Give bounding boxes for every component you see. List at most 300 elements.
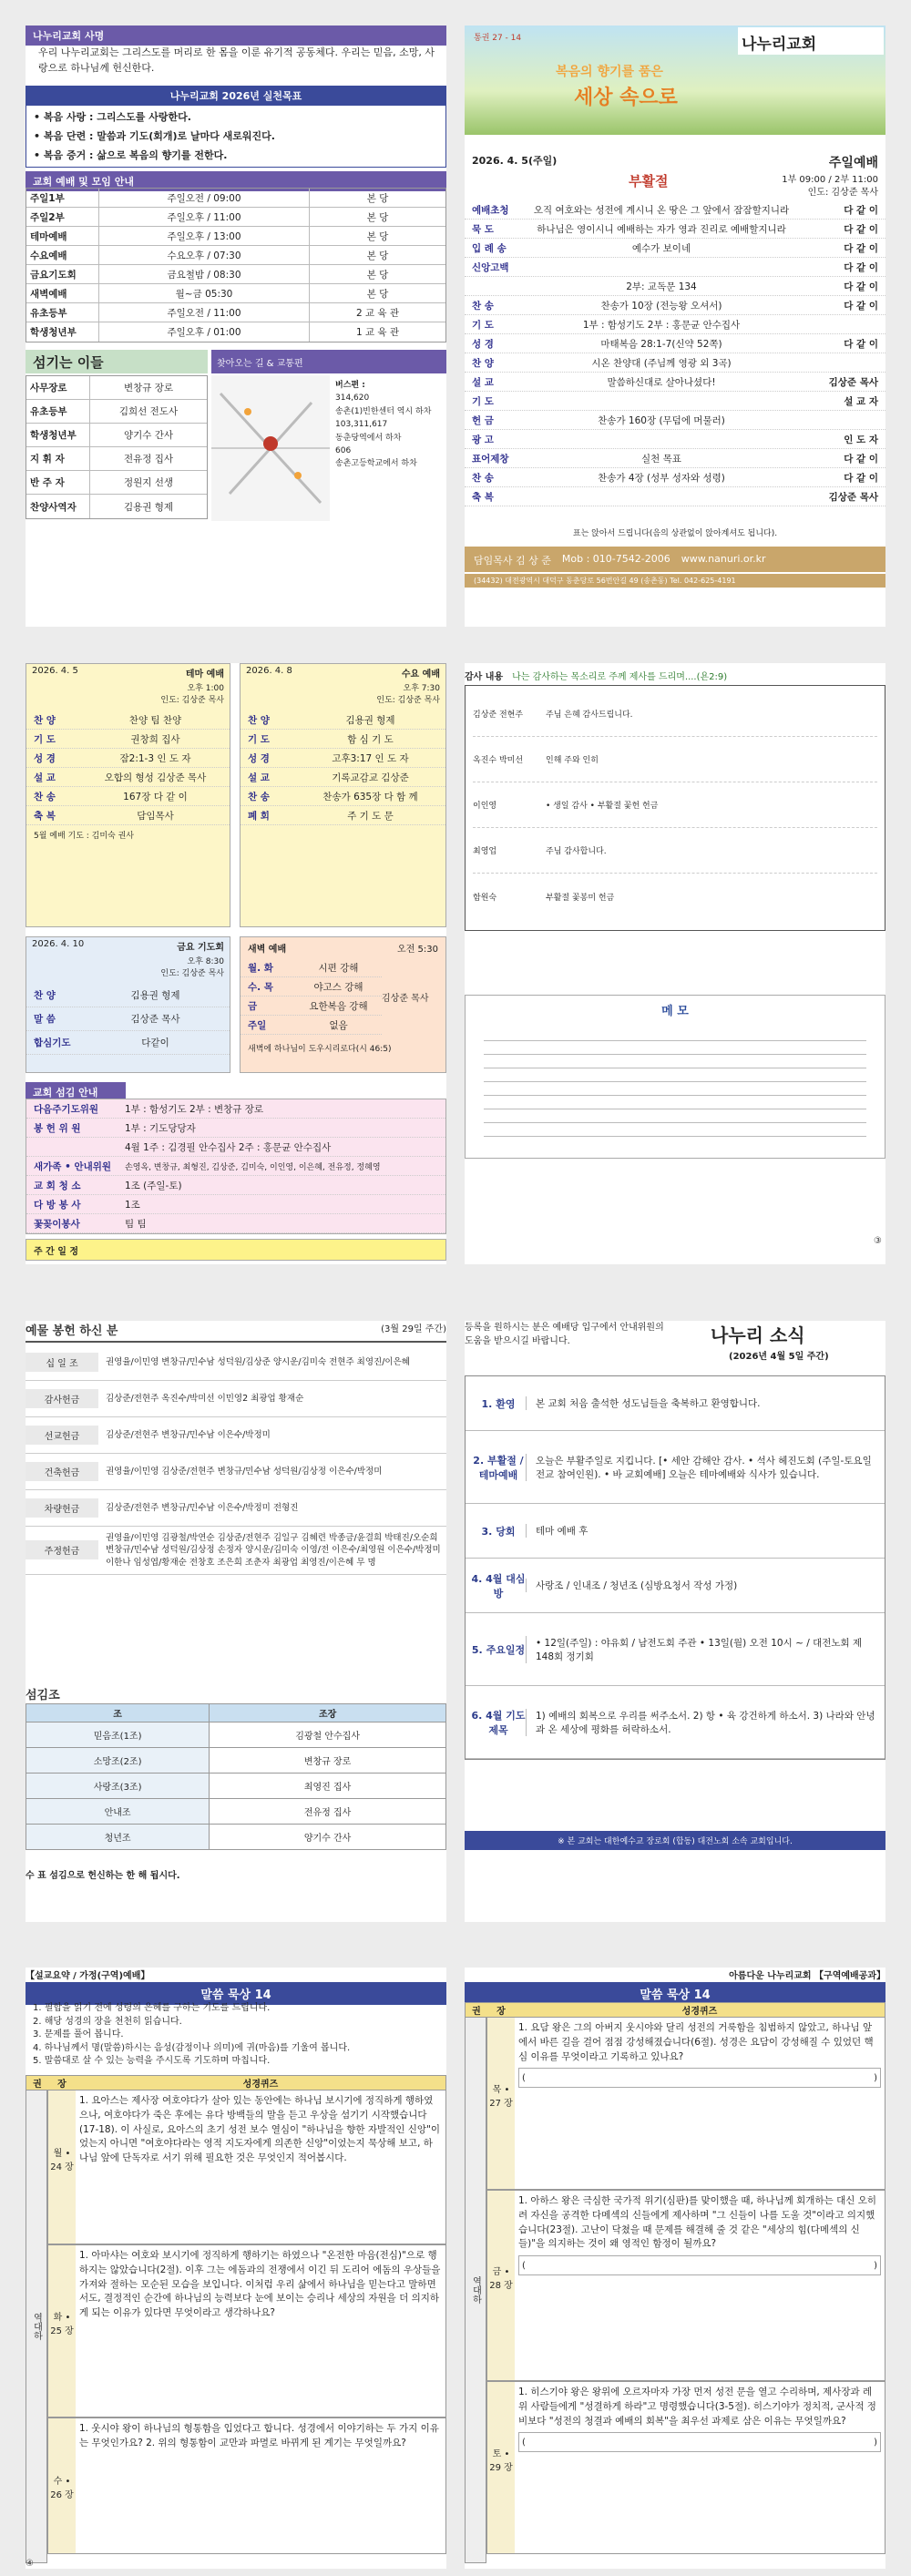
thanks-list <box>465 685 885 931</box>
offering-row <box>26 1490 446 1527</box>
thanks-row <box>473 737 877 782</box>
order-content: 마태복음 28:1-7(신약 52쪽) <box>600 338 722 350</box>
order-content: 1부 : 함성기도 2부 : 홍문균 안수집사 <box>582 319 741 331</box>
row-value: 없음 <box>329 1019 348 1031</box>
fri-prayer-box <box>26 936 230 1073</box>
offering-type: 차량헌금 <box>26 1498 98 1518</box>
news-row <box>466 1376 885 1431</box>
row-label: 찬 양 <box>34 990 56 1001</box>
serve-label: 새가족 • 안내위원 <box>34 1160 112 1172</box>
thanks-row <box>473 691 877 737</box>
box-row <box>241 787 445 806</box>
website[interactable]: www.nanuri.or.kr <box>681 553 766 565</box>
offering-row <box>26 1417 446 1454</box>
order-content: 하나님은 영이시니 예배하는 자가 영과 진리로 예배할지니라 <box>537 223 786 235</box>
order-label: 신앙고백 <box>472 261 509 273</box>
news-label: 2. 부활절 / 테마예배 <box>473 1454 524 1481</box>
quiz-day: 월 • 24 장 <box>48 2090 76 2244</box>
dawn-verse: 새벽에 하나님이 도우시리로다(시 46:5) <box>248 1045 392 1054</box>
time-label: 테마예배 <box>26 227 99 245</box>
row-label: 기 도 <box>248 733 270 745</box>
quiz-row <box>486 2381 885 2554</box>
worship-row <box>465 353 885 373</box>
servant-role: 반 주 자 <box>26 471 90 494</box>
page-8 <box>465 1968 885 2569</box>
order-person: 다 같 이 <box>844 204 878 216</box>
servant-name: 김희선 전도사 <box>118 406 179 417</box>
page-4 <box>465 663 885 1264</box>
quiz-question: 1. 요아스는 제사장 여호야다가 살아 있는 동안에는 하나님 보시기에 정직하게 행하였으나, 여호야다가 죽은 후에는 유다 방백들의 말을 듣고 우상을 섬기기 시작했습니다(17-18). 이 사실로, 요아스의 초기 성전 보수 열심이 "하나님을 향한 자발적인 신앙"이었는지 아니면 "여호야다라는 영적 지도자에게 의존한 신앙"이었는지 묵상해 보고, 하나님 앞에 단독자로 서기 위해 필요한 것은 무엇인지 적어봅시다. <box>79 2095 441 2163</box>
lesson-head: 아름다운 나누리교회 【구역예배공과】 <box>729 1971 885 1981</box>
serve-label: 다 방 봉 사 <box>34 1199 81 1211</box>
box-leader: 인도: 김상준 목사 <box>160 969 224 978</box>
box-date: 2026. 4. 8 <box>246 666 292 676</box>
time-label: 학생청년부 <box>26 322 99 342</box>
row-value: 주 기 도 문 <box>347 810 394 822</box>
order-label: 찬 송 <box>472 472 494 484</box>
serve-value: 4월 1주 : 김경필 안수집사 2주 : 홍문균 안수집사 <box>125 1141 332 1153</box>
offering-title: 예물 봉헌 하신 분 <box>26 1324 118 1338</box>
order-person: 다 같 이 <box>844 338 878 350</box>
row-value: 찬송가 635장 다 함 께 <box>322 791 418 802</box>
row-label: 축 복 <box>34 810 56 822</box>
quiz-row <box>47 2244 446 2418</box>
worship-row <box>465 220 885 239</box>
group-leader: 최영진 집사 <box>210 1774 446 1799</box>
meditation-title: 말씀 묵상 14 <box>26 1982 446 2005</box>
offering-names: 김상준/전현주 변창규/민수남 이은수/박정미 <box>106 1429 271 1440</box>
dawn-worship-box <box>240 936 446 1073</box>
news-label: 6. 4월 기도제목 <box>471 1709 526 1736</box>
order-label: 기 도 <box>472 395 494 407</box>
box-time: 오후 8:30 <box>187 957 224 966</box>
order-label: 성 경 <box>472 338 494 350</box>
serve-title: 교회 섬김 안내 <box>26 1082 126 1102</box>
bus-info <box>335 379 445 471</box>
servant-name: 변창규 장로 <box>123 383 174 394</box>
time-value: 주일오후 / 01:00 <box>167 327 241 338</box>
time-label: 주일1부 <box>26 189 99 207</box>
servant-row <box>26 447 207 471</box>
servant-name: 김용권 형제 <box>123 501 174 513</box>
quiz-day: 목 • 27 장 <box>487 2018 515 2189</box>
order-content: 찬송가 160장 (무덤에 머물러) <box>598 414 725 426</box>
order-content: 오직 여호와는 성전에 계시니 온 땅은 그 앞에서 잠잠할지니라 <box>533 204 790 216</box>
pastor: 담임목사 김 상 준 <box>474 555 551 567</box>
order-person: 다 같 이 <box>844 472 878 484</box>
box-title: 수요 예배 <box>401 670 440 680</box>
thanks-text: 주님 은혜 감사드립니다. <box>546 710 633 720</box>
time-value: 금요철밤 / 08:30 <box>167 269 241 281</box>
worship-row <box>465 411 885 430</box>
answer-box[interactable]: ( ) <box>518 2432 881 2452</box>
order-person: 다 같 이 <box>844 281 878 292</box>
offering-type: 주정헌금 <box>26 1540 98 1559</box>
time-place: 본 당 <box>309 189 445 207</box>
order-label: 입 례 송 <box>472 242 507 254</box>
order-label: 묵 도 <box>472 223 494 235</box>
order-person: 인 도 자 <box>844 434 878 445</box>
order-content: 2부: 교독문 134 <box>626 281 697 292</box>
worship-row <box>465 430 885 449</box>
worship-date: 2026. 4. 5(주일) <box>472 155 558 167</box>
group-title: 섬김조 <box>26 1689 60 1702</box>
time-label: 주일2부 <box>26 208 99 226</box>
thanks-text: • 생일 감사 • 부활절 꽃헌 헌금 <box>546 802 659 811</box>
page-1 <box>26 26 446 627</box>
memo-box <box>465 995 885 1159</box>
time-value: 주일오후 / 13:00 <box>167 230 241 242</box>
quiz-question: 1. 요담 왕은 그의 아버지 웃시야와 달리 성전의 거룩함을 침범하지 않았고, 하나님 앞에서 바른 길을 걸어 점점 강성해졌습니다(6절). 성경은 요담이 강성해질 수 있었던 핵심 이유를 무엇이라고 기록하고 있나요? <box>518 2022 874 2062</box>
news-content: 오늘은 부활주일로 지킵니다. [• 세안 감해안 감사. • 석사 헤진도회 (주일-토요일 전교 참여인원). • 바 교회예배] 오늘은 테마예배와 식사가 있습니다. <box>526 1454 879 1481</box>
row-value: 야고스 강해 <box>313 981 363 993</box>
page-3 <box>26 663 446 1264</box>
time-place: 본 당 <box>309 265 445 283</box>
contact-bar <box>465 547 885 572</box>
book-name: 역대하 <box>26 2090 47 2563</box>
news-content: 테마 예배 후 <box>526 1524 879 1538</box>
order-content: 예수가 보이네 <box>631 242 691 254</box>
box-row <box>241 730 445 749</box>
box-title: 금요 기도회 <box>177 943 224 953</box>
group-leader: 양기수 간사 <box>210 1825 446 1850</box>
news-list <box>465 1375 885 1760</box>
guide-item: 4. 하나님께서 명(말씀)하시는 음성(감정이나 의미)에 귀(마음)를 기울여 봅니다. <box>33 2042 351 2053</box>
group-name: 안내조 <box>26 1799 210 1825</box>
weekly-schedule: 주 간 일 정 <box>26 1239 446 1261</box>
times-row <box>26 322 445 342</box>
order-person: 다 같 이 <box>844 223 878 235</box>
row-label: 찬 양 <box>248 714 270 726</box>
row-value: 권창희 집사 <box>130 733 180 745</box>
row-value: 김용권 형제 <box>130 990 180 1001</box>
col-head: 성경퀴즈 <box>242 2080 279 2090</box>
guide-item: 5. 말씀대로 살 수 있는 능력을 주시도록 기도하며 마칩니다. <box>33 2056 271 2066</box>
serve-label: 교 회 청 소 <box>34 1180 81 1191</box>
quiz-row <box>486 2190 885 2381</box>
offering-header <box>26 1321 446 1343</box>
mission-title: 나누리교회 사명 <box>26 26 446 46</box>
row-label: 주일 <box>248 1019 267 1031</box>
worship-row <box>465 392 885 411</box>
page-2 <box>465 26 885 627</box>
servant-role: 학생청년부 <box>26 424 90 446</box>
serve-row <box>26 1195 445 1214</box>
note: 표는 앉아서 드립니다(음의 상관없이 앉아계셔도 됩니다). <box>572 529 778 538</box>
order-content: 시온 찬양대 (주님께 영광 외 3곡) <box>591 357 732 369</box>
quiz-day: 금 • 28 장 <box>487 2191 515 2380</box>
slogan-2: 세상 속으로 <box>574 87 678 109</box>
service-name: 주일예배 <box>828 156 878 170</box>
thanks-name: 김상준 전현주 <box>473 710 524 720</box>
answer-box[interactable]: ( ) <box>518 2068 881 2088</box>
guide-item: 2. 해당 성경의 장을 천천히 읽습니다. <box>33 2016 182 2027</box>
offering-row <box>26 1381 446 1417</box>
group-leader: 변창규 장로 <box>210 1748 446 1774</box>
service-leader: 인도: 김상준 목사 <box>807 188 878 198</box>
quiz-list <box>486 2017 885 2554</box>
slogan-1: 복음의 향기를 품은 <box>556 65 663 79</box>
box-row <box>26 749 230 768</box>
time-label: 새벽예배 <box>26 284 99 302</box>
servant-name: 정원지 선생 <box>123 477 174 488</box>
servant-role: 찬양사역자 <box>26 495 90 518</box>
box-row <box>26 984 230 1007</box>
page-7 <box>26 1968 446 2569</box>
offering-row <box>26 1527 446 1575</box>
guide-item: 1. 필합을 읽기 전에 성령의 은혜를 구하는 기도를 드립니다. <box>33 2003 271 2013</box>
dawn-leader: 김상준 목사 <box>382 993 429 1004</box>
group-name: 사랑조(3조) <box>26 1774 210 1799</box>
offering-row <box>26 1344 446 1381</box>
quiz-day: 화 • 25 장 <box>48 2245 76 2417</box>
row-value: 잠2:1-3 인 도 자 <box>119 752 191 764</box>
order-label: 찬 양 <box>472 357 494 369</box>
news-row <box>466 1504 885 1559</box>
row-label: 기 도 <box>34 733 56 745</box>
news-content: 1) 예배의 회복으로 우리를 써주소서. 2) 항 • 육 강건하게 하소서. 3) 나라와 안녕과 온 세상에 평화를 허락하소서. <box>526 1709 879 1736</box>
worship-order <box>465 200 885 506</box>
box-row <box>241 749 445 768</box>
times-table <box>26 188 446 342</box>
row-label: 금 <box>248 1000 258 1012</box>
address: (34432) 대전광역시 대덕구 동춘당로 56번안길 49 (송촌동) Tel. 042-625-4191 <box>465 574 885 588</box>
times-title: 교회 예배 및 모임 안내 <box>26 171 446 191</box>
wed-worship-box <box>240 663 446 927</box>
row-value: 167장 다 같 이 <box>123 791 188 802</box>
order-person: 김상준 목사 <box>828 376 878 388</box>
order-label: 찬 송 <box>472 300 494 312</box>
page-number: ③ <box>874 1236 882 1246</box>
goal-item: • 복음 단련 : 말씀과 기도(회개)로 날마다 새로워진다. <box>34 129 275 142</box>
map-title: 찾아오는 길 & 교통편 <box>211 350 446 373</box>
news-label: 1. 환영 <box>481 1397 516 1410</box>
offering-names: 김상준/전현주 옥진수/박미선 이민영2 최광업 황재순 <box>106 1393 304 1404</box>
serve-row <box>26 1138 445 1157</box>
time-value: 주일오후 / 11:00 <box>167 211 241 223</box>
servant-name: 전유정 집사 <box>123 454 174 465</box>
register-note: 등록을 원하시는 분은 예배당 입구에서 안내위원의 도움을 받으시길 바랍니다. <box>465 1323 664 1346</box>
box-row <box>26 806 230 825</box>
servant-row <box>26 376 207 400</box>
offering-names: 김상준/전현주 변창규/민수남 이은수/박정미 전형진 <box>106 1502 299 1513</box>
box-time: 오후 1:00 <box>187 684 224 693</box>
servant-row <box>26 400 207 424</box>
servant-role: 사무장로 <box>26 376 90 399</box>
quiz-question: 1. 히스기야 왕은 왕위에 오르자마자 가장 먼저 성전 문을 열고 수리하며, 제사장과 레위 사람들에게 "성결하게 하라"고 명령했습니다(3-5절). 히스기야가 정치적, 군사적 정비보다 "성전의 청결과 예배의 회복"을 최우선 과제로 삼은 이유는 무엇일까요? <box>518 2387 876 2427</box>
order-person: 다 같 이 <box>844 453 878 465</box>
box-row <box>241 1016 382 1035</box>
time-value: 주일오전 / 11:00 <box>167 307 241 319</box>
time-place: 본 당 <box>309 284 445 302</box>
serve-value: 팀 팀 <box>125 1218 147 1230</box>
serve-row <box>26 1099 445 1119</box>
serve-row <box>26 1214 445 1233</box>
box-title: 새벽 예배 <box>248 945 287 955</box>
col-head: 장 <box>496 2007 506 2017</box>
group-leader: 김광철 안수집사 <box>210 1722 446 1748</box>
order-person: 다 같 이 <box>844 242 878 254</box>
serve-row <box>26 1176 445 1195</box>
row-value: 오합의 형성 김상준 목사 <box>104 772 207 783</box>
page-number: ④ <box>26 2559 34 2569</box>
servant-role: 유초등부 <box>26 400 90 423</box>
times-row <box>26 227 445 246</box>
time-place: 본 당 <box>309 227 445 245</box>
time-place: 1 교 육 관 <box>309 322 445 342</box>
row-value: 요한복음 강해 <box>309 1000 368 1012</box>
row-value: 담임목사 <box>137 810 174 822</box>
box-row <box>241 710 445 730</box>
box-date: 2026. 4. 10 <box>32 939 85 949</box>
mission-text: 우리 나누리교회는 그리스도를 머리로 한 몸을 이룬 유기적 공동체다. 우리는 믿음, 소망, 사랑으로 하나님께 헌신한다. <box>38 46 435 74</box>
order-content: 실천 목표 <box>641 453 681 465</box>
box-time: 오전 5:30 <box>397 945 438 955</box>
box-note: 5월 예배 기도 : 김미숙 권사 <box>34 832 135 841</box>
row-value: 고후3:17 인 도 자 <box>332 752 409 764</box>
col-head: 장 <box>57 2080 67 2090</box>
order-label: 헌 금 <box>472 414 494 426</box>
times-row <box>26 189 445 208</box>
bus-line: 송촌(1)빈한센터 역시 하차 <box>335 406 432 416</box>
row-value: 김용권 형제 <box>345 714 395 726</box>
goal-item: • 복음 증거 : 삶으로 복음의 향기를 전한다. <box>34 148 228 161</box>
memo-lines <box>484 1027 866 1137</box>
row-label: 월. 화 <box>248 962 273 974</box>
row-label: 폐 회 <box>248 810 270 822</box>
row-label: 성 경 <box>248 752 270 764</box>
offering-type: 감사헌금 <box>26 1389 98 1408</box>
row-label: 설 교 <box>34 772 56 783</box>
news-row <box>466 1431 885 1504</box>
quiz-head <box>465 2002 885 2018</box>
news-row <box>466 1613 885 1686</box>
goal-list <box>26 102 446 168</box>
quiz-day: 수 • 26 장 <box>48 2418 76 2553</box>
box-leader: 인도: 김상준 목사 <box>376 696 440 705</box>
quiz-question: 1. 웃시야 왕이 하나님의 형통함을 입었다고 합니다. 성경에서 이야기하는 두 가지 이유는 무엇인가요? 2. 위의 형통함이 교만과 파멸로 바뀌게 된 계기는 무엇일까요? <box>79 2423 439 2448</box>
map <box>211 375 330 521</box>
time-place: 2 교 육 관 <box>309 303 445 322</box>
quiz-row <box>486 2017 885 2190</box>
offering-list <box>26 1344 446 1575</box>
theme: 부활절 <box>629 173 669 189</box>
box-row <box>26 787 230 806</box>
box-title: 테마 예배 <box>185 670 224 680</box>
news-week: (2026년 4월 5일 주간) <box>729 1352 829 1362</box>
news-label: 4. 4월 대심방 <box>471 1572 526 1600</box>
times-row <box>26 246 445 265</box>
group-name: 청년조 <box>26 1825 210 1850</box>
order-content: 찬송가 10장 (전능왕 오셔서) <box>600 300 722 312</box>
answer-box[interactable]: ( ) <box>518 2255 881 2275</box>
bus-line: 동춘당역에서 하차 <box>335 433 402 443</box>
worship-row <box>465 487 885 506</box>
church-name: 나누리교회 <box>738 27 884 55</box>
service-times: 1부 09:00 / 2부 11:00 <box>782 175 878 185</box>
servant-row <box>26 471 207 495</box>
group-note: 수 표 섬김으로 헌신하는 한 해 됩시다. <box>26 1871 180 1881</box>
row-label: 성 경 <box>34 752 56 764</box>
news-row <box>466 1559 885 1613</box>
thanks-name: 옥진수 박미선 <box>473 756 524 765</box>
news-content: 본 교회 처음 출석한 성도님들을 축복하고 환영합니다. <box>526 1396 879 1410</box>
row-value: 찬양 팀 찬양 <box>128 714 182 726</box>
servant-row <box>26 424 207 447</box>
worship-row <box>465 334 885 353</box>
goal-item: • 복음 사랑 : 그리스도를 사랑한다. <box>34 111 191 123</box>
servant-row <box>26 495 207 518</box>
order-label: 예배초청 <box>472 204 509 216</box>
quiz-day: 토 • 29 장 <box>487 2382 515 2553</box>
row-label: 찬 양 <box>34 714 56 726</box>
offering-type: 선교헌금 <box>26 1426 98 1445</box>
order-label: 축 복 <box>472 491 494 503</box>
news-content: • 12일(주일) : 야유회 / 남전도회 주관 • 13일(월) 오전 10시 ~ / 대전노회 제148회 정기회 <box>526 1636 879 1663</box>
box-time: 오후 7:30 <box>403 684 440 693</box>
issue: 통권 27 - 14 <box>474 34 522 43</box>
bus-line: 103,311,617 <box>335 420 388 430</box>
time-value: 월~금 05:30 <box>175 288 233 300</box>
row-label: 설 교 <box>248 772 270 783</box>
offering-names: 권영율/이민영 김광철/박연순 김상준/전현주 김일구 김혜련 박종금/윤결희 박태진/오순희 변창규/민수남 성덕원/김상정 손정자 양시운/김미숙 이영/전 이은수/최영원 이은수/박정미 이한나 임성엽/황재순 전창호 조은희 조춘자 최광업 최영진/이은혜 무 명 <box>106 1533 441 1568</box>
serve-row <box>26 1157 445 1176</box>
serve-value: 손영옥, 변창규, 최형진, 김상준, 김미숙, 이인영, 이은혜, 전유정, 정혜영 <box>125 1162 381 1172</box>
memo-title: 메 모 <box>661 1005 689 1018</box>
quiz-list <box>47 2090 446 2554</box>
news-title: 나누리 소식 <box>711 1324 805 1346</box>
news-label: 5. 주요일정 <box>471 1643 526 1656</box>
offering-date: (3월 29일 주간) <box>381 1324 446 1334</box>
col-head: 권 <box>33 2080 42 2090</box>
box-row <box>241 958 382 977</box>
box-row <box>241 997 382 1016</box>
box-row <box>241 768 445 787</box>
box-leader: 인도: 김상준 목사 <box>160 696 224 705</box>
group-leader: 전유정 집사 <box>210 1799 446 1825</box>
serve-value: 1조 (주일-토) <box>125 1180 182 1191</box>
order-label: 설 교 <box>472 376 494 388</box>
box-row <box>241 977 382 997</box>
news-label: 3. 당회 <box>481 1525 516 1538</box>
bus-line: 606 <box>335 445 352 455</box>
serve-label: 봉 헌 위 원 <box>34 1122 81 1134</box>
time-value: 수요오후 / 07:30 <box>167 250 241 261</box>
bus-line: 314,620 <box>335 394 370 404</box>
row-value: 다같이 <box>141 1038 169 1048</box>
times-row <box>26 284 445 303</box>
row-label: 찬 송 <box>34 791 56 802</box>
time-value: 주일오전 / 09:00 <box>167 192 241 204</box>
col-head: 성경퀴즈 <box>681 2007 718 2017</box>
quiz-question: 1. 아마샤는 여호와 보시기에 정직하게 행하기는 하였으나 "온전한 마음(전심)"으로 행하지는 않았습니다(2절). 이후 그는 에돔과의 전쟁에서 이긴 뒤 도리어 에돔의 우상들을 가져와 절하는 모순된 모습을 보입니다. 이처럼 우리 삶에서 하나님을 믿는다고 말하면서도, 결정적인 순간에 하나님의 능력보다 눈에 보이는 승리나 세상의 자원을 더 의지하게 되는 이유가 있다면 무엇이라고 생각하나요? <box>79 2250 441 2318</box>
quiz-row <box>47 2418 446 2554</box>
worship-row <box>465 239 885 258</box>
box-date: 2026. 4. 5 <box>32 666 78 676</box>
offering-type: 십 일 조 <box>26 1353 98 1372</box>
thanks-row <box>473 782 877 828</box>
denomination-footer: ※ 본 교회는 대한예수교 장로회 (합동) 대전노회 소속 교회입니다. <box>465 1831 885 1850</box>
box-row <box>26 730 230 749</box>
servant-name: 양기수 간사 <box>123 430 174 441</box>
serve-label: 다음주기도위원 <box>34 1103 99 1115</box>
thanks-row <box>473 828 877 874</box>
worship-row <box>465 296 885 315</box>
worship-row <box>465 449 885 468</box>
worship-row <box>465 277 885 296</box>
news-content: 사랑조 / 인내조 / 청년조 (심방요청서 작성 가정) <box>526 1579 879 1592</box>
row-label: 말 씀 <box>34 1014 56 1025</box>
